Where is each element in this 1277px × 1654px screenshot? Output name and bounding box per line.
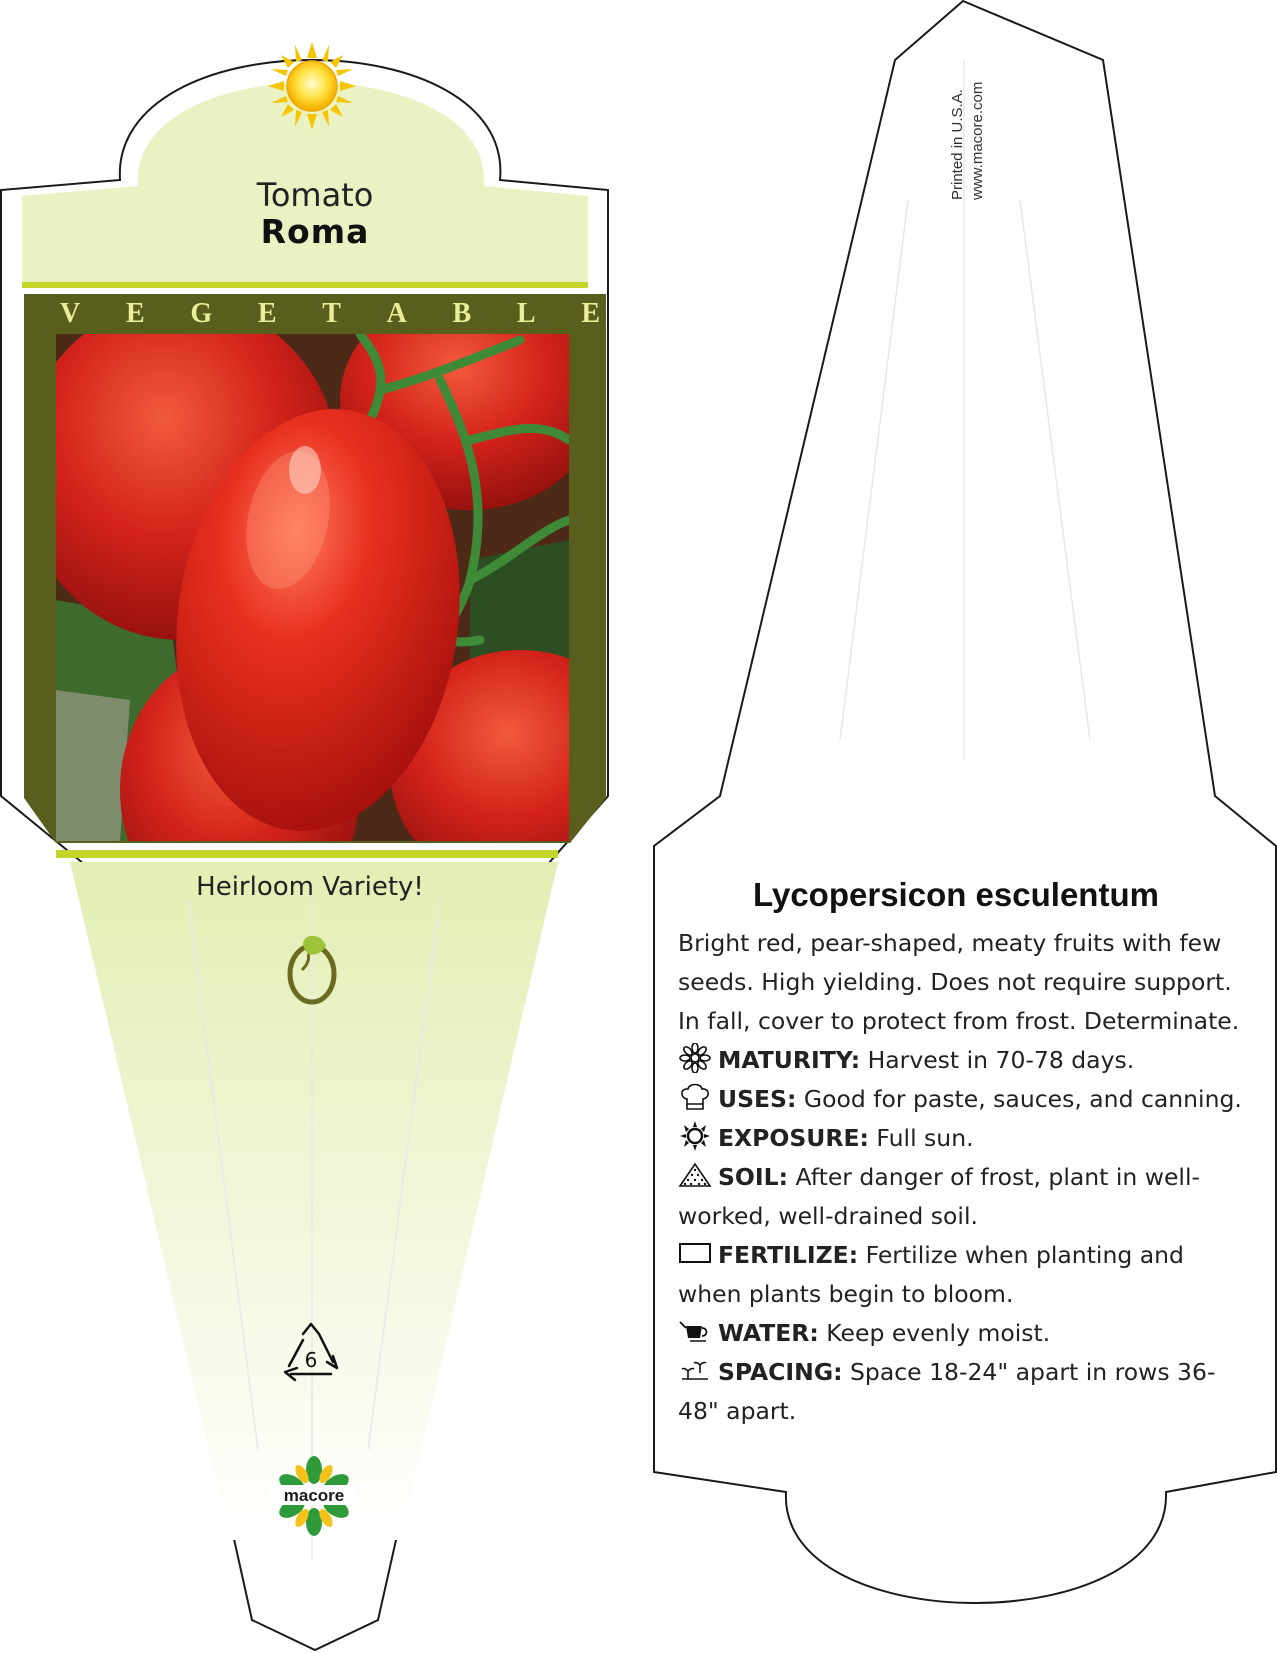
exposure-text: Full sun. — [868, 1124, 974, 1152]
fertilize-text: Fertilize when planting and when plants begin to bloom. — [678, 1241, 1184, 1308]
tagline: Heirloom Variety! — [196, 872, 424, 902]
category-letter: E — [257, 298, 277, 329]
printed-in: Printed in U.S.A. — [949, 89, 966, 200]
category-letter: B — [452, 298, 472, 329]
water-label: WATER: — [718, 1319, 819, 1347]
category-letter: T — [322, 298, 341, 329]
category-letter: V — [60, 298, 81, 329]
maturity-text: Harvest in 70-78 days. — [860, 1046, 1135, 1074]
exposure-label: EXPOSURE: — [718, 1124, 869, 1152]
soil-label: SOIL: — [718, 1163, 789, 1191]
fertilize-row — [678, 1236, 1253, 1314]
uses-label: USES: — [718, 1085, 797, 1113]
fertilize-label: FERTILIZE: — [718, 1241, 859, 1269]
chef-hat-icon — [678, 1082, 714, 1110]
category-letter: G — [190, 298, 213, 329]
tomato-photo — [20, 290, 650, 930]
common-name: Tomato — [256, 176, 374, 214]
category-letter: E — [125, 298, 145, 329]
green-stripe-top — [22, 282, 588, 288]
variety-name: Roma — [260, 212, 370, 251]
npk-icon — [678, 1238, 714, 1266]
latin-name: Lycopersicon esculentum — [753, 876, 1159, 913]
category-letter: A — [386, 298, 407, 329]
category-letter: E — [581, 298, 600, 329]
maturity-row — [678, 1041, 1253, 1080]
uses-row — [678, 1080, 1253, 1119]
seedling-spacing-icon — [678, 1355, 714, 1383]
uses-text: Good for paste, sauces, and canning. — [796, 1085, 1242, 1113]
recycle-number: 6 — [304, 1348, 318, 1372]
water-text: Keep evenly moist. — [818, 1319, 1051, 1347]
brand-name: macore — [283, 1486, 345, 1505]
spacing-text: Space 18-24" apart in rows 36-48" apart. — [678, 1358, 1216, 1425]
front-lower-gradient — [70, 862, 558, 1540]
full-sun-icon — [268, 42, 356, 130]
maturity-label: MATURITY: — [718, 1046, 861, 1074]
flower-icon — [678, 1043, 714, 1071]
printer-credit — [948, 82, 988, 200]
soil-text: After danger of frost, plant in well-worked, well-drained soil. — [678, 1163, 1200, 1230]
spacing-row — [678, 1353, 1253, 1431]
category-label — [24, 298, 614, 330]
spacing-label: SPACING: — [718, 1358, 843, 1386]
exposure-row — [678, 1119, 1253, 1158]
green-stripe-bottom — [56, 850, 558, 858]
soil-row — [678, 1158, 1253, 1236]
care-instructions — [678, 924, 1253, 1431]
sun-icon — [678, 1121, 714, 1149]
soil-pile-icon — [678, 1160, 714, 1188]
printer-website: www.macore.com — [969, 81, 986, 200]
watering-can-icon — [678, 1316, 714, 1344]
water-row — [678, 1314, 1253, 1353]
description: Bright red, pear-shaped, meaty fruits with few seeds. High yielding. Does not require support. In fall, cover to protect from frost. Determinate. — [678, 929, 1240, 1035]
category-letter: L — [516, 298, 536, 329]
